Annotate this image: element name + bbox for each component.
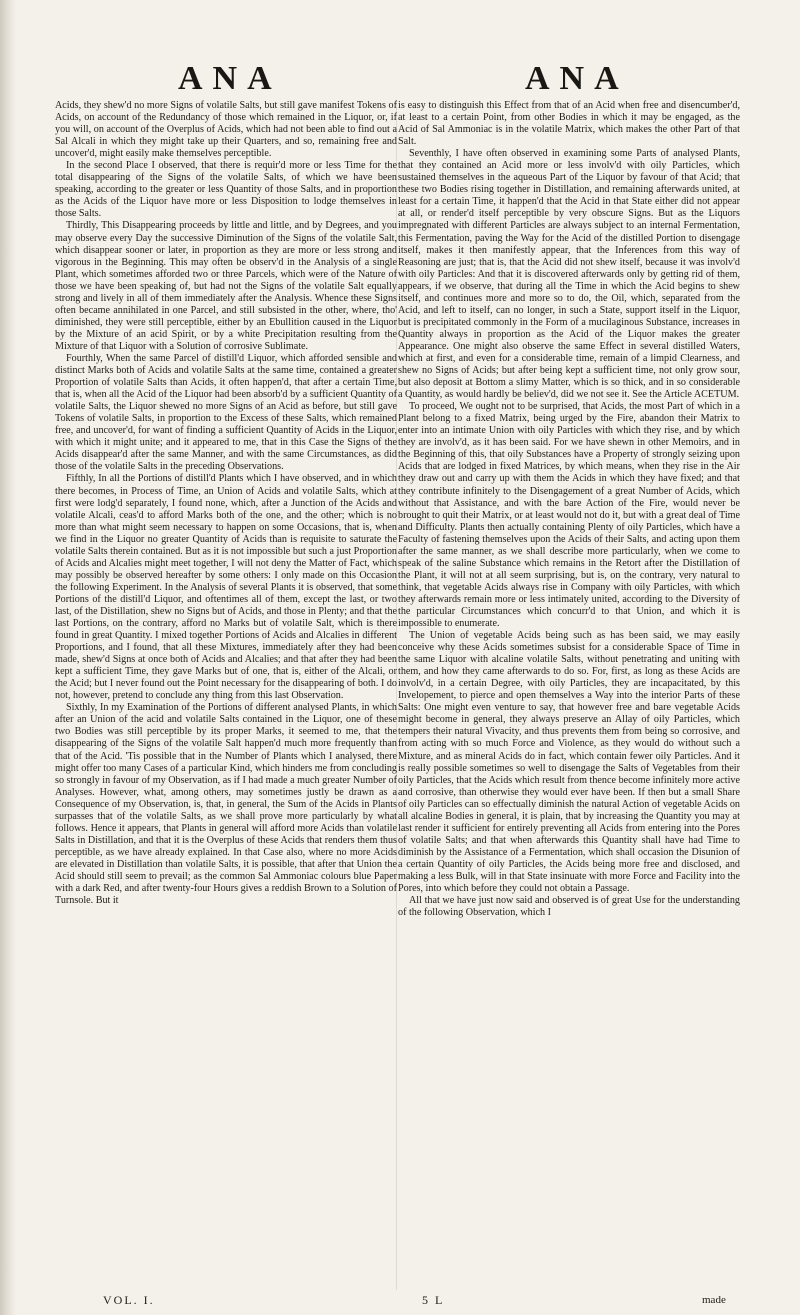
- paragraph: Fifthly, In all the Portions of distill'd Plants which I have observed, and in which there becomes, in Process of Time, an Union of Acids and volatile Salts, which at first were lodg'd separately, I found none, which, after a Junction of the Acids and volatile Alcali, ceas'd to afford Marks both of the one, and the other; which is no more than what might seem necessary to happen on some Occasions, that is, when we find in the Liquor no greater Quantity of Acids than is requisite to saturate the volatile Salts therein contained. But as it is not impossible but such a just Proportion of Acids and Alcalies might meet together, I will not deny the Matter of Fact, which may possibly be observed hereafter by some others: I only made on this Occasion the following Experiment. In the Analysis of several Plants it is observed, that some Portions of the distill'd Liquor, and oftentimes all of them, except the last, or two last, of the Distillation, shew no Signs but of Acids, and those in Plenty; and that the last Portions, on the contrary, afford no Marks but of volatile Salt, which is there found in great Quantity. I mixed together Portions of Acids and Alcalies in different Proportions, and I found, that all these Mixtures, immediately after they had been made, shew'd Signs at once both of Acids and Alcalies; and that after they had been kept a sufficient Time, they gave Marks but of one, that is, either of the Alcali, or the Acid; but I never found out the Point necessary for the disappearing of both. I do not, however, pretend to conclude any thing from this last Observation.: [55, 473, 397, 702]
- running-head-right: ANA: [525, 60, 629, 97]
- paragraph: In the second Place I observed, that there is requir'd more or less Time for the total disappearing of the Signs of the volatile Salts, of which we have been speaking, according to the greater or less Quantity of those Salts, and in proportion as the Acids of the Liquor have more or less Disposition to lodge themselves in those Salts.: [55, 160, 397, 220]
- paragraph: Fourthly, When the same Parcel of distill'd Liquor, which afforded sensible and distinct Marks both of Acids and volatile Salts at the same time, contained a greater Proportion of volatile Salts than Acids, it often happen'd, that after a certain Time, that is, when all the Acid of the Liquor had been absorb'd by a sufficient Quantity of volatile Salts, the Liquor shewed no more Signs of an Acid as before, but still gave Tokens of volatile Salts, in proportion to the Excess of these Salts, which remained free, and uncover'd, for want of finding a sufficient Quantity of Acids in the Liquor, with which it might unite; and it appeared to me, that in this Case the Signs of the Acids disappear'd after the same Manner, and with the same Circumstances, as did those of the volatile Salts in the preceding Observations.: [55, 352, 397, 473]
- text-column-right: [398, 100, 740, 919]
- running-head-left: ANA: [178, 60, 282, 97]
- paragraph: Acids, they shew'd no more Signs of volatile Salts, but still gave manifest Tokens of Acids, on account of the Redundancy of those which remained in the Liquor, or, if you will, on account of the Overplus of Acids, which had not been able to find out a Sal Alcali in which they might take up their Quarters, and so, remaining free and uncover'd, might easily make themselves perceptible.: [55, 100, 397, 160]
- paragraph: All that we have just now said and observed is of great Use for the understanding of the following Observation, which I: [398, 895, 740, 919]
- paragraph: Thirdly, This Disappearing proceeds by little and little, and by Degrees, and you may observe every Day the successive Diminution of the Signs of the volatile Salt, which disappear sooner or later, in proportion as they are more or less strong and vigorous in the Beginning. This may often be observ'd in the Analysis of a single Plant, which sometimes afforded two or three Parcels, which were of the Nature of those we have been speaking of, but had not the Signs of the volatile Salt equally strong and lively in all of them immediately after the Analysis. Whence these Signs often became annihilated in one Parcel, and still subsisted in the other, where, tho' diminished, they were still perceptible, either by an Ebullition caused in the Liquor by the Mixture of an acid Spirit, or by a white Precipitation resulting from the Mixture of that Liquor with a Solution of corrosive Sublimate.: [55, 220, 397, 352]
- paragraph: The Union of vegetable Acids being such as has been said, we may easily conceive why these Acids sometimes subsist for a considerable Space of Time in the same Liquor with alcaline volatile Salts, without penetrating and uniting with them, and how they came afterwards to do so. For, first, as long as these Acids are involv'd, in a certain Degree, with oily Particles, they are incapacitated, by this Invelopement, to pierce and open themselves a Way into the interior Parts of these Salts: One might even venture to say, that however free and bare vegetable Acids might become in general, they always preserve an Allay of oily Particles, which tempers their natural Vivacity, and thus prevents them from being so corrosive, and from acting with so much Force and Violence, as they would do without such a Mixture, and as mineral Acids do in fact, which contain fewer oily Particles. And it is really possible sometimes so well to disengage the Salts of Vegetables from their oily Particles, that the Acids which result from thence become infinitely more active and corrosive, than otherwise they would ever have been. If then but a small Share of oily Particles can so effectually diminish the natural Action of vegetable Acids on all alcaline Bodies in general, it is plain, that by increasing the Quantity you may at last render it sufficient for entirely preventing all Acids from entering into the Pores of volatile Salts; and that when afterwards this Quantity shall have had Time to diminish by the Assistance of a Fermentation, which shall occasion the Disunion of a certain Quantity of oily Particles, the Acids being more free and disclosed, and making a less Bulk, will in that State insinuate with more Force and Facility into the Pores, into which before they could not obtain a Passage.: [398, 630, 740, 895]
- text-column-left: [55, 100, 397, 907]
- signature-mark: 5 L: [422, 1293, 445, 1307]
- catchword: made: [702, 1294, 726, 1306]
- paragraph: Seventhly, I have often observed in examining some Parts of analysed Plants, that they contained an Acid more or less involv'd with oily Particles, which sustained themselves in the aqueous Part of the Liquor by favour of that Acid; that these two Bodies rising together in Distillation, and remaining afterwards united, at least for a certain Time, it happen'd that the Acid in that State either did not appear at all, or render'd itself perceptible by very obscure Signs. But as the Liquors impregnated with different Particles are always subject to an internal Fermentation, this Fermentation, paving the Way for the Acid of the distilled Portion to disengage itself, makes it then manifestly appear, that the Inferences from this way of Reasoning are just; that is, that the Acid did not shew itself, because it was involv'd with oily Particles: And that it is discovered afterwards only by getting rid of them, appears, if we observe, that during all the Time in which the Acid begins to shew itself, and continues more and more so to do, the Oil, which, separated from the Acid, and left to itself, can no longer, in such a State, support itself in the Liquor, but is precipitated commonly in the Form of a mucilaginous Substance, increases in Quantity always in proportion as the Acid of the Liquor makes the greater Appearance. One might also observe the same Effect in several distilled Waters, which at first, and even for a considerable time, remain of a limpid Clearness, and shew no Signs of Acids; but after being kept a sufficient time, not only grow sour, but also deposit at Bottom a slimy Matter, which is so thick, and in so considerable a Quantity, as would hardly be believ'd, did we not see it. See the Article ACETUM.: [398, 148, 740, 401]
- paragraph: is easy to distinguish this Effect from that of an Acid when free and disencumber'd, at least to a certain Point, from other Bodies in which it may be engaged, as the Acid of Sal Ammoniac is in the volatile Matrix, which makes the other Part of that Salt.: [398, 100, 740, 148]
- page-spine-shadow: [0, 0, 16, 1315]
- paragraph: To proceed, We ought not to be surprised, that Acids, the most Part of which in a Plant belong to a fixed Matrix, being urged by the Fire, abandon their Matrix to enter into an intimate Union with oily Particles with which they rise, and by which they are involv'd, as it has been said. For we have shewn in other Memoirs, and in the Beginning of this, that oily Substances have a Property of strongly seizing upon Acids that are lodged in fixed Matrices, by which means, when they rise in the Air they draw out and carry up with them the Acids in which they have fixed; and that they contribute infinitely to the Disengagement of a great Number of Acids, which without that Assistance, and with the bare Action of the Fire, would never be brought to quit their Matrix, or at least would not do it, but with a great deal of Time and Difficulty. Plants then actually containing Plenty of oily Particles, which have a Faculty of fastening themselves upon the Acids of their Salts, and acting upon them after the same manner, as we shall describe more particularly, when we come to speak of the saline Substance which remains in the Retort after the Distillation of the Plant, it will not at all seem surprising, but is, on the contrary, very natural to think, that vegetable Acids always rise in Company with oily Particles, with which they afterwards remain more or less intimately united, according to the Diversity of the particular Circumstances which concurr'd to that Union, and which it is impossible to enumerate.: [398, 401, 740, 630]
- volume-label: VOL. I.: [103, 1293, 155, 1307]
- paragraph: Sixthly, In my Examination of the Portions of different analysed Plants, in which after an Union of the acid and volatile Salts contained in the Liquor, one of these two Bodies was still perceptible by its proper Marks, it seemed to me, that the disappearing of the Signs of the volatile Salt happen'd much more frequently than that of the Acid. 'Tis possible that in the Number of Plants which I analysed, there might offer too many Cases of a particular Kind, which hinders me from concluding so strongly in favour of my Observation, as if I had made a much greater Number of Analyses. However, what, among others, may sometimes justly be drawn as a Consequence of my Observation, is, that, in general, the Sum of the Acids in Plants surpasses that of the volatile Salts, as we shall prove more particularly by what follows. Hence it appears, that Plants in general will afford more Acids than volatile Salts in Distillation, and that it is the Overplus of these Acids that renders them thus perceptible, as we have already explained. In that Case also, where no more Acids are elevated in Distillation than volatile Salts, it is possible, that after that Union the Acid should still seem to prevail; as the common Sal Ammoniac colours blue Paper with a dark Red, and after twenty-four Hours gives a reddish Brown to a Solution of Turnsole. But it: [55, 702, 397, 907]
